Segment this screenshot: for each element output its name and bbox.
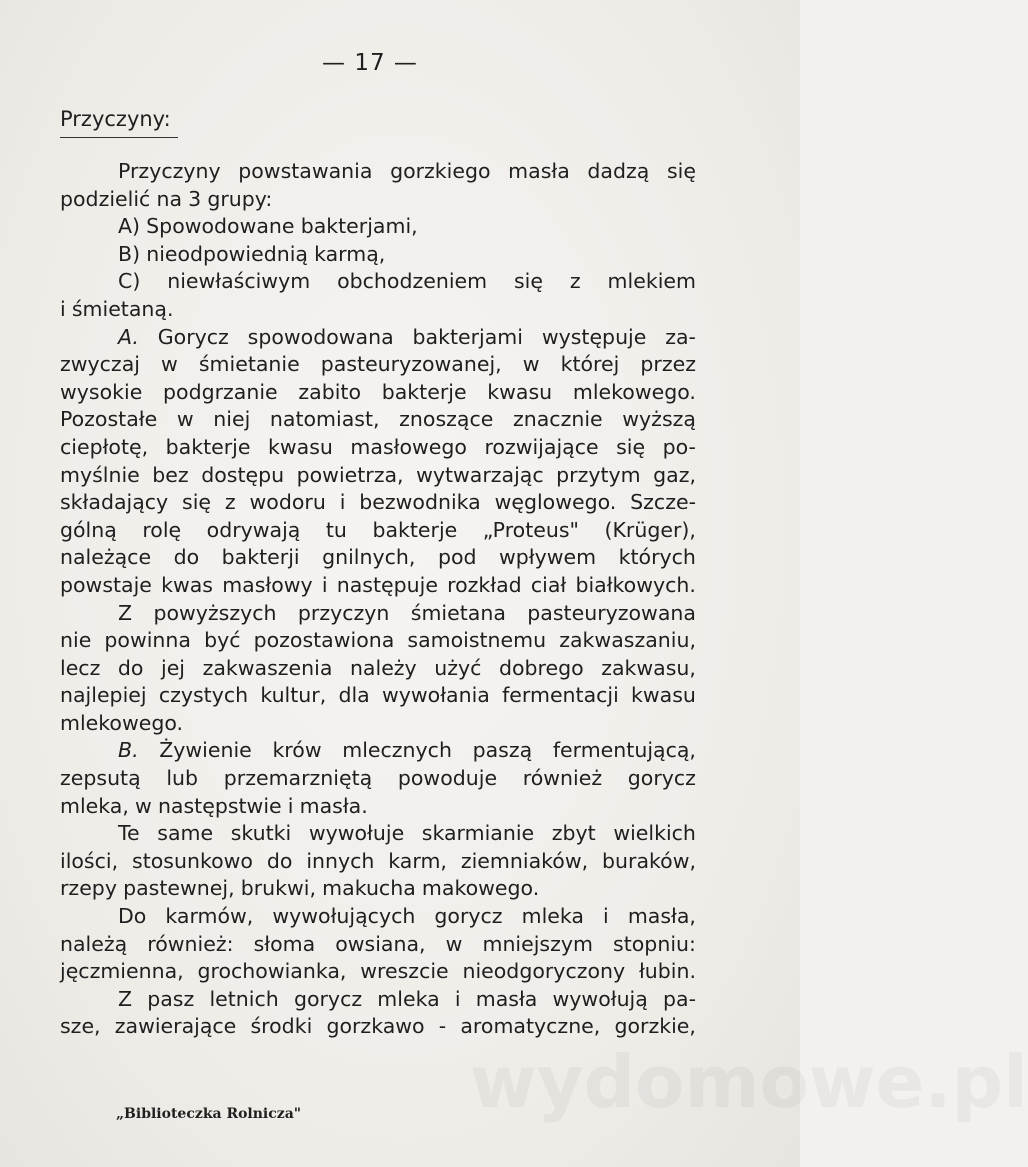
text-line: składający się z wodoru i bezwodnika węglowego. Szcze- <box>60 490 696 515</box>
heading-underline <box>60 137 178 138</box>
watermark: wydomowe.pl <box>470 1040 1028 1124</box>
text-line: A) Spowodowane bakterjami, <box>118 214 418 239</box>
section-heading: Przyczyny: <box>60 107 171 131</box>
text-line: B) nieodpowiednią karmą, <box>118 241 386 266</box>
body-text <box>60 158 696 1041</box>
text-line: mleka, w następstwie i masła. <box>60 793 368 818</box>
text-line: sze, zawierające środki gorzkawo - aromatyczne, gorzkie, <box>60 1014 696 1039</box>
text-line: jęczmienna, grochowianka, wreszcie nieodgoryczony łubin. <box>60 959 696 984</box>
text-line: Przyczyny powstawania gorzkiego masła dadzą się <box>118 159 696 183</box>
text-line: Do karmów, wywołujących gorycz mleka i masła, <box>118 904 696 929</box>
text-line: lecz do jej zakwaszenia należy użyć dobrego zakwasu, <box>60 655 696 680</box>
text-line: należą również: słoma owsiana, w mniejszym stopniu: <box>60 931 696 956</box>
text-line: ciepłotę, bakterje kwasu masłowego rozwijające się po- <box>60 434 696 459</box>
text-line: Pozostałe w niej natomiast, znoszące znacznie wyższą <box>60 407 696 432</box>
text-line: powstaje kwas masłowy i następuje rozkład ciał białkowych. <box>60 572 696 597</box>
text-line: zwyczaj w śmietanie pasteuryzowanej, w której przez <box>60 352 696 377</box>
text-line: podzielić na 3 grupy: <box>60 186 273 211</box>
page-number: — 17 — <box>322 50 418 76</box>
text-line: Z powyższych przyczyn śmietana pasteuryzowana <box>118 600 696 625</box>
text-line: C) niewłaściwym obchodzeniem się z mlekiem <box>118 269 696 294</box>
text-line: zepsutą lub przemarzniętą powoduje również gorycz <box>60 766 696 791</box>
text-line: gólną rolę odrywają tu bakterje „Proteus" (Krüger), <box>60 517 696 542</box>
text-line: mlekowego. <box>60 710 184 735</box>
text-line: wysokie podgrzanie zabito bakterje kwasu mlekowego. <box>60 379 696 404</box>
text-line: Z pasz letnich gorycz mleka i masła wywołują pa- <box>118 986 696 1011</box>
text-line: rzepy pastewnej, brukwi, makucha makowego. <box>60 876 540 901</box>
text-line: należące do bakterji gnilnych, pod wpływem których <box>60 545 696 570</box>
text-line: Te same skutki wywołuje skarmianie zbyt wielkich <box>118 821 696 846</box>
text-line: A. Gorycz spowodowana bakterjami występuje za- <box>118 324 696 349</box>
text-line: nie powinna być pozostawiona samoistnemu zakwaszaniu, <box>60 628 696 653</box>
text-line: ilości, stosunkowo do innych karm, ziemniaków, buraków, <box>60 848 696 873</box>
text-line: najlepiej czystych kultur, dla wywołania fermentacji kwasu <box>60 683 696 708</box>
text-line: myślnie bez dostępu powietrza, wytwarzając przytym gaz, <box>60 462 696 487</box>
text-line: B. Żywienie krów mlecznych paszą fermentującą, <box>118 738 696 763</box>
footer-series-title: „Biblioteczka Rolnicza" <box>116 1106 302 1122</box>
text-line: i śmietaną. <box>60 296 174 321</box>
